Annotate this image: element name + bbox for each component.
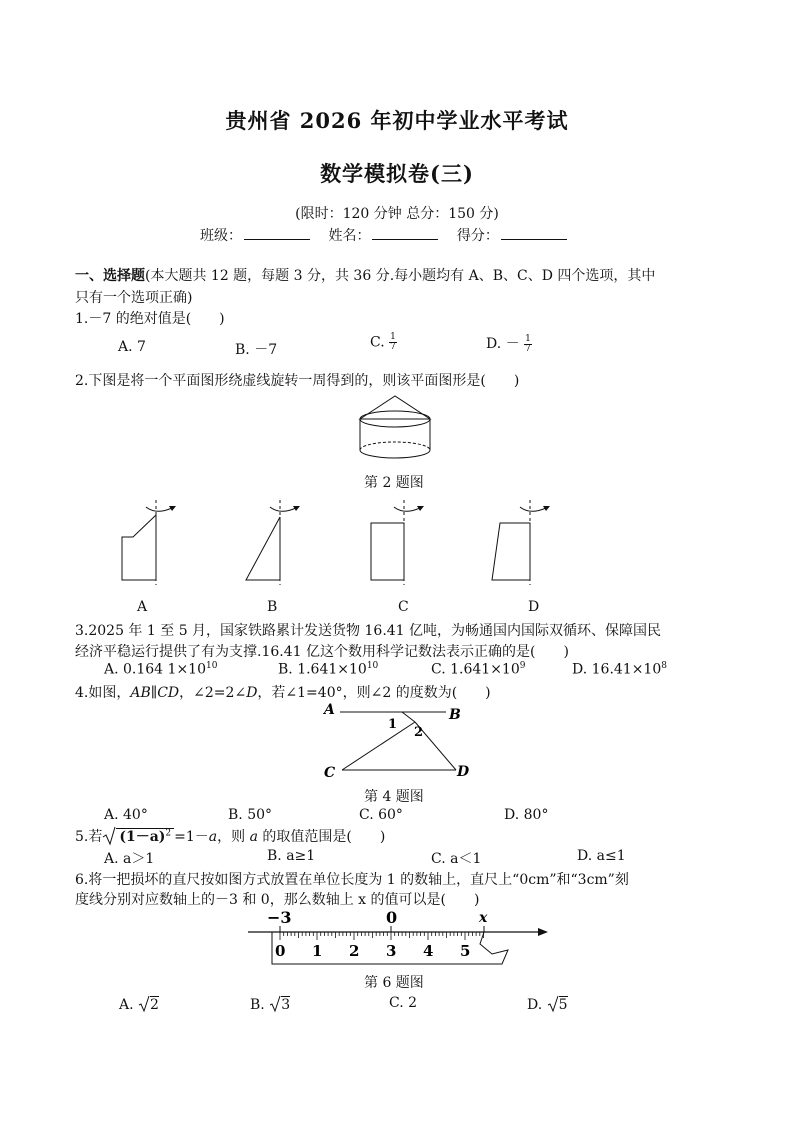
radical-sign: [547, 995, 559, 1013]
q6-option-b[interactable]: [250, 995, 290, 1013]
q2-option-label-c[interactable]: C: [398, 599, 409, 615]
name-label: 姓名：: [328, 228, 371, 244]
q4-stem-angle-d: D: [246, 685, 258, 701]
q5-option-d[interactable]: D. a≤1: [577, 848, 626, 864]
q5-radicand-exponent: 2: [165, 828, 172, 839]
axis-label-neg3: −3: [267, 908, 292, 927]
q4-point-d: D: [457, 764, 470, 780]
q1-option-a[interactable]: A. 7: [118, 339, 146, 355]
q2-figure-c[interactable]: [371, 500, 424, 585]
ruler-ticks: [280, 932, 484, 940]
q5-option-a[interactable]: A. a＞1: [104, 851, 155, 867]
q5-radical-sign: [102, 826, 116, 846]
section-heading: 一、选择题: [75, 268, 145, 284]
q5-stem: [75, 826, 385, 846]
ruler-label-5: 5: [460, 942, 471, 960]
q2-caption: 第 2 题图: [364, 475, 424, 491]
exam-title: 贵州省 2026 年初中学业水平考试: [225, 108, 569, 133]
q2-figure-d[interactable]: [492, 500, 550, 585]
q5-stem-part: ，则: [217, 829, 250, 845]
q3-option-b-exponent: 10: [366, 661, 379, 671]
class-label: 班级：: [200, 228, 242, 244]
ruler-label-0: 0: [275, 942, 286, 960]
q1-option-b[interactable]: B. －7: [235, 342, 278, 358]
q4-stem: [75, 682, 491, 702]
section-intro-line1: [75, 265, 655, 285]
radical-sign: [138, 995, 150, 1013]
q4-angle-2: 2: [414, 725, 424, 740]
q1-option-d-fraction: [524, 335, 532, 354]
q2-stem: 2.下图是将一个平面图形绕虚线旋转一周得到的，则该平面图形是( ): [75, 373, 520, 389]
q5-option-b[interactable]: B. a≥1: [267, 848, 316, 864]
q2-option-label-a[interactable]: A: [137, 599, 148, 615]
q3-option-c[interactable]: [431, 661, 525, 678]
q2-option-label-d[interactable]: D: [528, 599, 540, 615]
q1-option-d[interactable]: [486, 333, 532, 354]
ruler-label-1: 1: [312, 942, 323, 960]
q3-option-b-base: B. 1.641×10: [278, 661, 367, 678]
ruler-label-2: 2: [349, 942, 360, 960]
q1-option-c-label: C.: [370, 334, 385, 351]
q5-stem-part: =1－: [174, 829, 209, 845]
q6-caption: 第 6 题图: [364, 975, 424, 991]
q3-option-d-exponent: 8: [661, 661, 667, 671]
q4-figure: [318, 700, 478, 782]
q6-figure: [240, 906, 560, 968]
q6-option-b-radicand: 3: [281, 997, 291, 1013]
exam-limits: (限时：120 分钟 总分：150 分): [295, 206, 499, 222]
score-blank[interactable]: [501, 227, 567, 240]
q4-option-d[interactable]: D. 80°: [504, 807, 549, 823]
fraction-denominator: 7: [525, 343, 531, 354]
q2-figure-b[interactable]: [246, 500, 300, 585]
q5-radicand: [116, 828, 174, 845]
axis-arrow: [538, 928, 548, 936]
q5-stem-variable: a: [208, 829, 218, 845]
axis-label-x: x: [479, 910, 488, 926]
q3-option-a[interactable]: [104, 661, 217, 678]
q3-option-a-exponent: 10: [206, 661, 218, 671]
class-blank[interactable]: [244, 227, 310, 240]
q5-radicand-text: (1－a): [119, 829, 166, 845]
section-intro-line2: 只有一个选项正确): [75, 290, 193, 306]
q6-option-d-label: D.: [527, 997, 543, 1013]
section-intro-text: (本大题共 12 题，每题 3 分，共 36 分.每小题均有 A、B、C、D 四个选项，其中: [145, 268, 656, 284]
ruler-labels: [275, 942, 470, 960]
ruler-label-3: 3: [386, 942, 397, 960]
radical-sign: [269, 995, 281, 1013]
q3-option-c-base: C. 1.641×10: [431, 661, 520, 678]
q4-point-c: C: [324, 765, 336, 781]
q6-option-a[interactable]: [119, 995, 159, 1013]
q6-stem-line2: 度线分别对应数轴上的－3 和 0，那么数轴上 x 的值可以是( ): [75, 892, 480, 908]
q6-stem-line1: 6.将一把损坏的直尺按如图方式放置在单位长度为 1 的数轴上，直尺上“0cm”和“3cm”刻: [75, 872, 629, 888]
q3-option-a-base: A. 0.164 1×10: [104, 661, 206, 678]
q6-option-b-label: B.: [250, 997, 265, 1013]
q4-option-c[interactable]: C. 60°: [359, 807, 403, 823]
q3-option-b[interactable]: [278, 661, 378, 678]
q4-option-a[interactable]: A. 40°: [104, 807, 148, 823]
score-label: 得分：: [456, 228, 499, 244]
fraction-numerator: 1: [525, 333, 531, 344]
q1-option-c-fraction: [389, 333, 397, 352]
q4-stem-part: ，若∠1=40°，则∠2 的度数为( ): [257, 685, 491, 701]
fraction-numerator: 1: [390, 332, 396, 342]
q2-option-figures: [100, 495, 580, 595]
q2-solid-figure: [350, 392, 440, 462]
q3-stem-line1: 3.2025 年 1 至 5 月，国家铁路累计发送货物 16.41 亿吨，为畅通国内国际双循环、保障国民: [75, 623, 662, 639]
exam-subtitle: 数学模拟卷(三): [320, 161, 474, 186]
q4-option-b[interactable]: B. 50°: [228, 807, 273, 823]
q4-stem-part: ，∠2=2∠: [179, 685, 247, 701]
q4-caption: 第 4 题图: [364, 789, 424, 805]
q1-stem: 1.－7 的绝对值是( ): [75, 311, 225, 327]
q2-option-label-b[interactable]: B: [267, 599, 278, 615]
q6-option-c[interactable]: C. 2: [389, 995, 418, 1011]
q4-point-a: A: [324, 702, 335, 718]
q6-option-a-radicand: 2: [150, 997, 159, 1013]
q6-option-d[interactable]: [527, 995, 568, 1013]
q3-option-d[interactable]: [572, 661, 667, 678]
fraction-denominator: 7: [390, 342, 396, 352]
student-info-row: [200, 225, 567, 245]
q1-option-c[interactable]: [370, 333, 397, 352]
q4-angle-1: 1: [388, 717, 398, 732]
q5-stem-part: 的取值范围是( ): [257, 829, 386, 845]
q5-stem-part: 5.若: [75, 829, 103, 845]
q4-stem-part: 4.如图，: [75, 685, 131, 701]
q4-stem-parallel: AB∥CD: [130, 685, 180, 701]
q3-option-d-base: D. 16.41×10: [572, 661, 662, 678]
name-blank[interactable]: [372, 227, 438, 240]
q2-figure-a[interactable]: [122, 500, 176, 585]
q5-option-c[interactable]: C. a＜1: [431, 851, 482, 867]
q3-option-c-exponent: 9: [519, 661, 526, 671]
q3-stem-line2: 经济平稳运行提供了有为支撑.16.41 亿这个数用科学记数法表示正确的是( ): [75, 644, 569, 660]
q4-point-b: B: [449, 707, 461, 723]
axis-label-zero: 0: [386, 908, 398, 927]
ruler-label-4: 4: [423, 942, 434, 960]
q1-option-d-label: D. －: [486, 336, 520, 352]
q6-option-d-radicand: 5: [558, 997, 568, 1013]
q6-option-a-label: A.: [119, 997, 134, 1013]
q5-stem-variable: a: [249, 829, 258, 845]
